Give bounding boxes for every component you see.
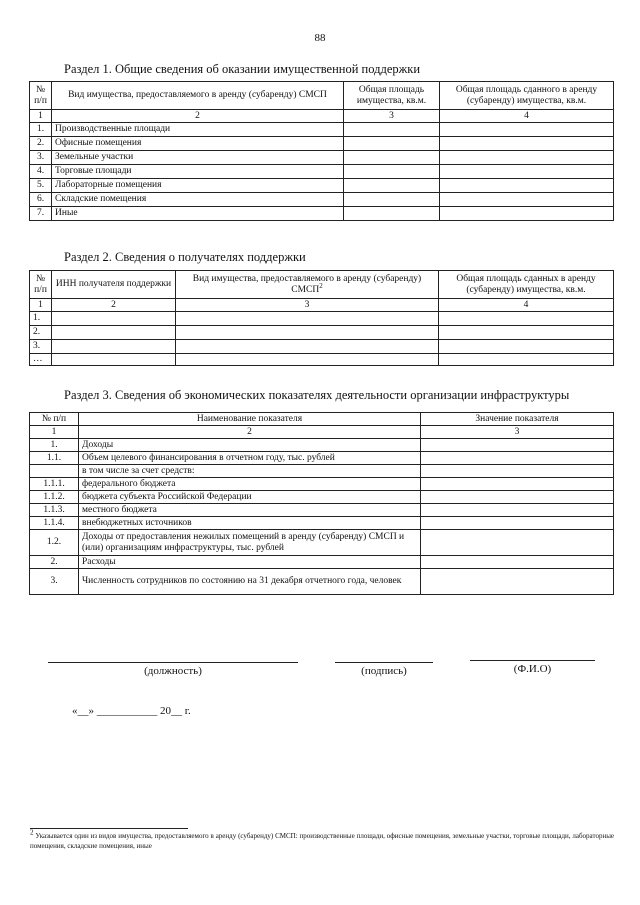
row-name: Земельные участки [52, 151, 344, 165]
indicator-name: Объем целевого финансирования в отчетном году, тыс. рублей [79, 452, 421, 465]
row-number: 1.1.1. [30, 478, 79, 491]
section2-title: Раздел 2. Сведения о получателях поддержки [64, 250, 306, 264]
empty-cell [344, 207, 440, 221]
row-name: Лабораторные помещения [52, 179, 344, 193]
empty-cell [344, 151, 440, 165]
table-row [30, 478, 614, 491]
column-number: 1 [30, 426, 79, 439]
row-name: Торговые площади [52, 165, 344, 179]
empty-cell [344, 123, 440, 137]
empty-cell [52, 354, 176, 366]
empty-cell [439, 354, 614, 366]
row-number: 1. [30, 312, 52, 326]
position-line [48, 662, 298, 663]
indicator-name: Численность сотрудников по состоянию на 31 декабря отчетного года, человек [79, 569, 421, 595]
empty-cell [440, 137, 614, 151]
row-number: 1. [30, 439, 79, 452]
empty-cell [421, 504, 614, 517]
header-cell: № п/п [30, 413, 79, 426]
table-row [30, 193, 614, 207]
table-row [30, 207, 614, 221]
footnote-marker: 2 [319, 281, 323, 290]
table-row [30, 517, 614, 530]
row-name: Производственные площади [52, 123, 344, 137]
empty-cell [440, 179, 614, 193]
empty-cell [344, 179, 440, 193]
row-number: 3. [30, 151, 52, 165]
row-number: 3. [30, 340, 52, 354]
table-row [30, 439, 614, 452]
table-row [30, 151, 614, 165]
row-number: 2. [30, 556, 79, 569]
section1-title: Раздел 1. Общие сведения об оказании имущественной поддержки [64, 62, 421, 76]
row-number: 1. [30, 123, 52, 137]
header-cell: Значение показателя [421, 413, 614, 426]
empty-cell [344, 193, 440, 207]
row-number: 1.2. [30, 530, 79, 556]
empty-cell [439, 312, 614, 326]
header-cell: Общая площадь сданного в аренду (субаренду) имущества, кв.м. [440, 82, 614, 110]
row-number: 2. [30, 137, 52, 151]
row-number: 1.1.4. [30, 517, 79, 530]
column-number: 2 [52, 299, 176, 312]
empty-cell [421, 439, 614, 452]
table-row [30, 465, 614, 478]
empty-cell [176, 354, 439, 366]
header-cell: Наименование показателя [79, 413, 421, 426]
section1-table [29, 81, 614, 221]
footnote-divider [30, 828, 188, 829]
section2-table [29, 270, 614, 366]
empty-cell [439, 326, 614, 340]
row-name: Складские помещения [52, 193, 344, 207]
footnote [30, 828, 615, 851]
table-row [30, 504, 614, 517]
table-row [30, 312, 614, 326]
footnote-marker: 2 [30, 828, 34, 837]
table-row [30, 137, 614, 151]
row-number: 3. [30, 569, 79, 595]
column-number: 3 [421, 426, 614, 439]
empty-cell [421, 465, 614, 478]
table-row [30, 491, 614, 504]
header-cell: ИНН получателя поддержки [52, 271, 176, 299]
indicator-name: местного бюджета [79, 504, 421, 517]
row-number: 1.1. [30, 452, 79, 465]
row-name: Офисные помещения [52, 137, 344, 151]
column-number: 1 [30, 299, 52, 312]
section3-title: Раздел 3. Сведения об экономических показателях деятельности организации инфраструктуры [64, 388, 570, 402]
row-number: 7. [30, 207, 52, 221]
table-row [30, 569, 614, 595]
column-number: 3 [344, 110, 440, 123]
column-number: 4 [439, 299, 614, 312]
row-name: Иные [52, 207, 344, 221]
empty-cell [421, 530, 614, 556]
page-number: 88 [314, 32, 326, 44]
empty-cell [176, 326, 439, 340]
name-label: (Ф.И.О) [513, 663, 552, 675]
name-line [470, 660, 595, 661]
empty-cell [176, 312, 439, 326]
table-row [30, 123, 614, 137]
date-month: ___________ [96, 705, 158, 717]
header-cell: Общая площадь имущества, кв.м. [344, 82, 440, 110]
column-number: 3 [176, 299, 439, 312]
table-row [30, 556, 614, 569]
section3-table [29, 412, 614, 595]
header-cell: Общая площадь сданных в аренду (субаренду) имущества, кв.м. [439, 271, 614, 299]
table-row [30, 340, 614, 354]
table-row [30, 452, 614, 465]
header-cell: № п/п [30, 271, 52, 299]
header-text: Вид имущества, предоставляемого в аренду (субаренду) СМСП [192, 273, 422, 295]
indicator-name: Расходы [79, 556, 421, 569]
empty-cell [440, 165, 614, 179]
header-cell [176, 271, 439, 299]
row-number: 1.1.3. [30, 504, 79, 517]
empty-cell [344, 137, 440, 151]
indicator-name: бюджета субъекта Российской Федерации [79, 491, 421, 504]
table-row [30, 165, 614, 179]
indicator-name: в том числе за счет средств: [79, 465, 421, 478]
empty-cell [440, 151, 614, 165]
empty-cell [344, 165, 440, 179]
column-number: 1 [30, 110, 52, 123]
date-day: «__» [72, 705, 94, 717]
empty-cell [421, 517, 614, 530]
row-number: 5. [30, 179, 52, 193]
date-field [72, 705, 191, 717]
column-number: 2 [52, 110, 344, 123]
header-cell: Вид имущества, предоставляемого в аренду (субаренду) СМСП [52, 82, 344, 110]
row-number: 1.1.2. [30, 491, 79, 504]
empty-cell [52, 326, 176, 340]
row-number [30, 465, 79, 478]
empty-cell [421, 569, 614, 595]
empty-cell [52, 312, 176, 326]
indicator-name: Доходы от предоставления нежилых помещений в аренду (субаренду) СМСП и (или) организациям инфраструктуры, тыс. рублей [79, 530, 421, 556]
footnote-text: Указывается один из видов имущества, предоставляемого в аренду (субаренду) СМСП: производственные площади, офисные помещения, земельные участки, торговые площади, лабораторные помещения, складские помещения, иные [30, 832, 615, 850]
empty-cell [421, 491, 614, 504]
indicator-name: Доходы [79, 439, 421, 452]
row-number: … [30, 354, 52, 366]
row-number: 6. [30, 193, 52, 207]
empty-cell [176, 340, 439, 354]
table-row [30, 326, 614, 340]
signature-label: (подпись) [361, 665, 407, 677]
empty-cell [421, 452, 614, 465]
column-number: 2 [79, 426, 421, 439]
indicator-name: внебюджетных источников [79, 517, 421, 530]
empty-cell [440, 193, 614, 207]
signature-line [335, 662, 433, 663]
empty-cell [421, 478, 614, 491]
date-year: 20__ г. [160, 705, 191, 717]
table-row [30, 530, 614, 556]
position-label: (должность) [144, 665, 202, 677]
table-row [30, 354, 614, 366]
empty-cell [440, 207, 614, 221]
row-number: 2. [30, 326, 52, 340]
header-cell: № п/п [30, 82, 52, 110]
empty-cell [440, 123, 614, 137]
table-row [30, 179, 614, 193]
empty-cell [52, 340, 176, 354]
row-number: 4. [30, 165, 52, 179]
empty-cell [421, 556, 614, 569]
column-number: 4 [440, 110, 614, 123]
indicator-name: федерального бюджета [79, 478, 421, 491]
empty-cell [439, 340, 614, 354]
